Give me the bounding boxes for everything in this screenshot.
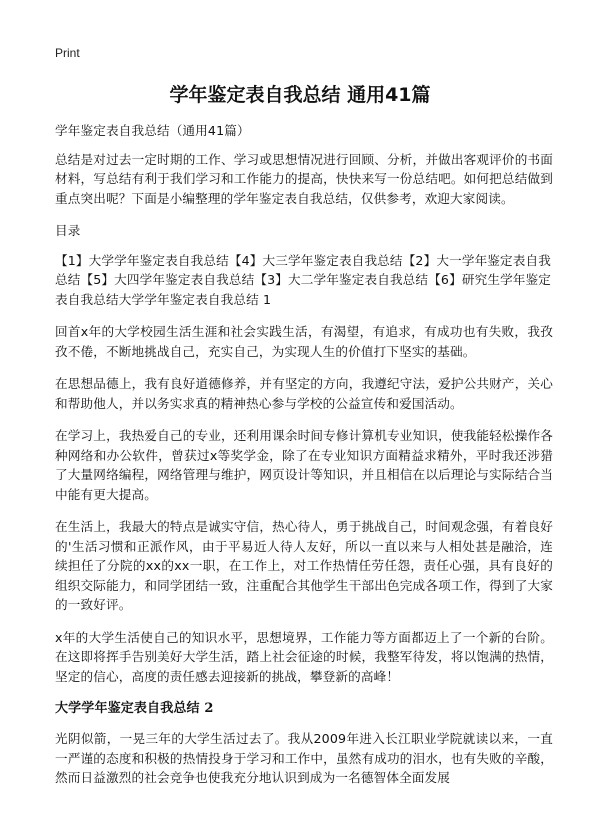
document-body (55, 121, 553, 801)
toc-link-6[interactable]: 【6】研究生学年鉴定表自我总结大学学年鉴定表自我总结 1 (55, 272, 552, 307)
intro-paragraph: 总结是对过去一定时期的工作、学习或思想情况进行回顾、分析，并做出客观评价的书面材料，写总结有利于我们学习和工作能力的提高，快快来写一份总结吧。如何把总结做到重点突出呢？下面是小编整理的学年鉴定表自我总结，仅供参考，欢迎大家阅读。 (55, 151, 553, 206)
page-title: 学年鉴定表自我总结 通用41篇 (169, 84, 431, 106)
toc-link-5[interactable]: 【5】大四学年鉴定表自我总结 (80, 272, 255, 287)
toc-link-3[interactable]: 【3】大二学年鉴定表自我总结 (254, 272, 429, 287)
body-paragraph-study: 在学习上，我热爱自己的专业，还利用课余时间专修计算机专业知识，使我能轻松操作各种网络和办公软件，曾获过x等奖学金，除了在专业知识方面精益求精外，平时我还涉猎了大量网络编程，网络管理与维护，网页设计等知识，并且相信在以后理论与实际结合当中能有更大提高。 (55, 428, 553, 502)
table-of-contents (55, 251, 553, 310)
document-subtitle: 学年鉴定表自我总结（通用41篇） (55, 123, 250, 138)
body-paragraph-review: 回首x年的大学校园生活生涯和社会实践生活，有渴望，有追求，有成功也有失败，我孜孜不倦，不断地挑战自己，充实自己，为实现人生的价值打下坚实的基础。 (55, 324, 553, 359)
toc-link-2[interactable]: 【2】大一学年鉴定表自我总结 (55, 252, 552, 287)
section-heading-2: 大学学年鉴定表自我总结 2 (55, 701, 214, 716)
body-paragraph-morality: 在思想品德上，我有良好道德修养，并有坚定的方向，我遵纪守法，爱护公共财产，关心和帮助他人，并以务实求真的精神热心参与学校的公益宣传和爱国活动。 (55, 376, 553, 411)
toc-link-4[interactable]: 【4】大三学年鉴定表自我总结 (228, 252, 403, 268)
toc-link-1[interactable]: 【1】大学学年鉴定表自我总结 (55, 252, 229, 268)
section2-paragraph: 光阴似箭，一晃三年的大学生活过去了。我从2009年进入长江职业学院就读以来，一直一严谨的态度和积极的热情投身于学习和工作中，虽然有成功的泪水，也有失败的辛酸，然而日益激烈的社会竞争也使我充分地认识到成为一名德智体全面发展 (55, 731, 553, 785)
body-paragraph-conclusion: x年的大学生活使自己的知识水平，思想境界，工作能力等方面都迈上了一个新的台阶。在这即将挥手告别美好大学生活，踏上社会征途的时候，我整军待发，将以饱满的热情，坚定的信心，高度的责任感去迎接新的挑战，攀登新的高峰！ (55, 629, 553, 684)
toc-heading: 目录 (55, 223, 81, 238)
print-link[interactable]: Print (55, 46, 80, 60)
body-paragraph-life: 在生活上，我最大的特点是诚实守信，热心待人，勇于挑战自己，时间观念强，有着良好的'生活习惯和正派作风，由于平易近人待人友好，所以一直以来与人相处甚是融洽，连续担任了分院的xx的xx一职，在工作上，对工作热情任劳任怨，责任心强，具有良好的组织交际能力，和同学团结一致，注重配合其他学生干部出色完成各项工作，得到了大家的一致好评。 (55, 519, 553, 612)
